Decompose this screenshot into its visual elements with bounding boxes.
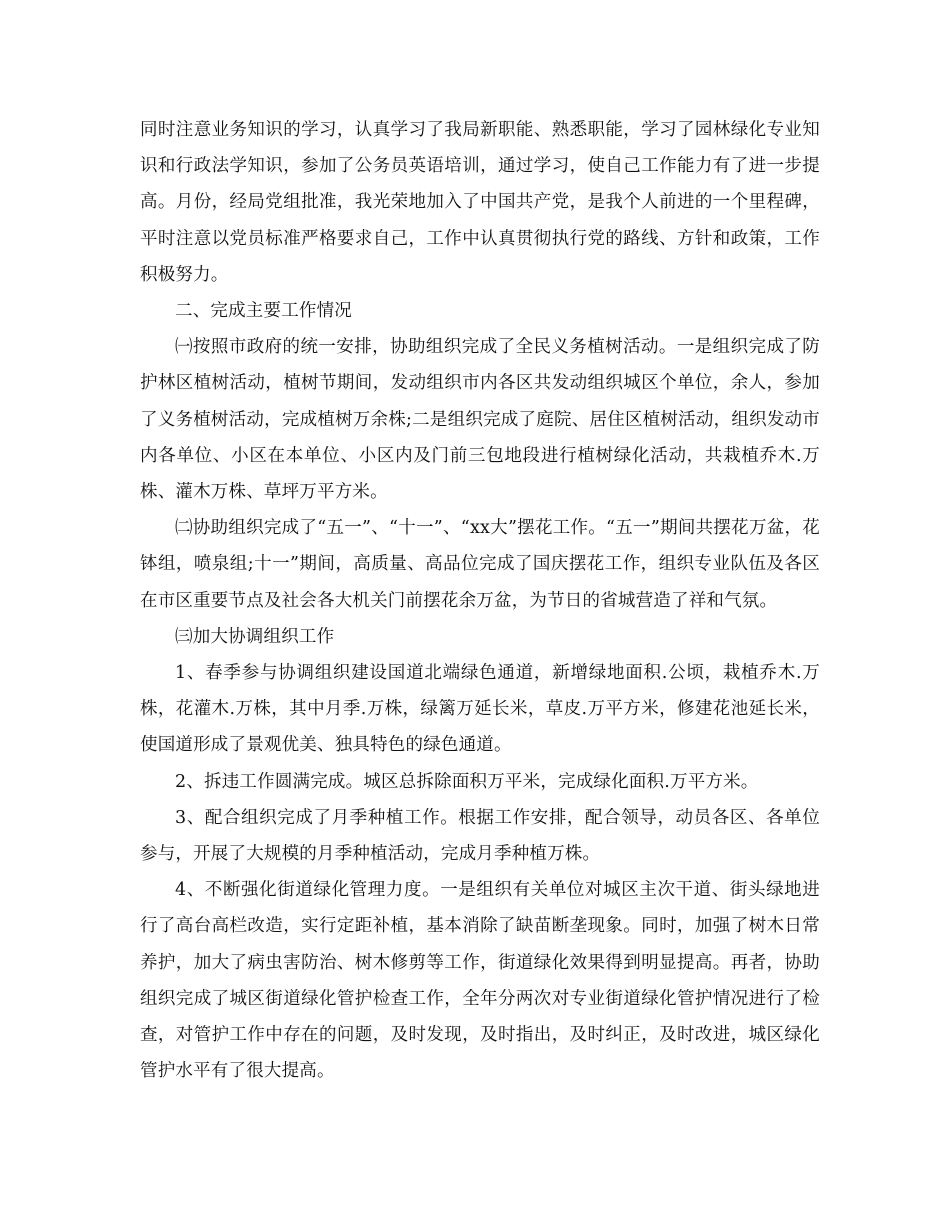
section-heading-main-work: 二、完成主要工作情况 bbox=[175, 301, 352, 322]
paragraph-flower-display: ㈡协助组织完成了“五一”、“十一”、“xx大”摆花工作。“五一”期间共摆花万盆，花钵组，喷泉组;十一”期间，高质量、高品位完成了国庆摆花工作，组织专业队伍及各区在市区重要节点及社会各大机关门前摆花余万盆，为节日的省城营造了祥和气氛。 bbox=[140, 518, 820, 611]
paragraph-street-greening: 4、不断强化街道绿化管理力度。一是组织有关单位对城区主次干道、街头绿地进行了高台高栏改造，实行定距补植，基本消除了缺苗断垄现象。同时，加强了树木日常养护，加大了病虫害防治、树木修剪等工作，街道绿化效果得到明显提高。再者，协助组织完成了城区街道绿化管护检查工作，全年分两次对专业街道绿化管护情况进行了检查，对管护工作中存在的问题，及时发现，及时指出，及时纠正，及时改进，城区绿化管护水平有了很大提高。 bbox=[140, 880, 820, 1082]
paragraph-rose-planting: 3、配合组织完成了月季种植工作。根据工作安排，配合领导，动员各区、各单位参与，开展了大规模的月季种植活动，完成月季种植万株。 bbox=[140, 807, 820, 865]
paragraph-demolition: 2、拆违工作圆满完成。城区总拆除面积万平米，完成绿化面积.万平方米。 bbox=[175, 771, 759, 792]
section-heading-coordination: ㈢加大协调组织工作 bbox=[175, 626, 335, 647]
document-body bbox=[140, 112, 820, 1089]
paragraph-study: 同时注意业务知识的学习，认真学习了我局新职能、熟悉职能，学习了园林绿化专业知识和行政法学知识，参加了公务员英语培训，通过学习，使自己工作能力有了进一步提高。月份，经局党组批准，我光荣地加入了中国共产党，是我个人前进的一个里程碑，平时注意以党员标准严格要求自己，工作中认真贯彻执行党的路线、方针和政策，工作积极努力。 bbox=[140, 120, 820, 285]
paragraph-tree-planting: ㈠按照市政府的统一安排，协助组织完成了全民义务植树活动。一是组织完成了防护林区植树活动，植树节期间，发动组织市内各区共发动组织城区个单位，余人，参加了义务植树活动，完成植树万余株;二是组织完成了庭院、居住区植树活动，组织发动市内各单位、小区在本单位、小区内及门前三包地段进行植树绿化活动，共栽植乔木.万株、灌木万株、草坪万平方米。 bbox=[140, 337, 820, 503]
paragraph-green-corridor: 1、春季参与协调组织建设国道北端绿色通道，新增绿地面积.公顷，栽植乔木.万株，花灌木.万株，其中月季.万株，绿篱万延长米，草皮.万平方米，修建花池延长米，使国道形成了景观优美、独具特色的绿色通道。 bbox=[140, 663, 820, 756]
